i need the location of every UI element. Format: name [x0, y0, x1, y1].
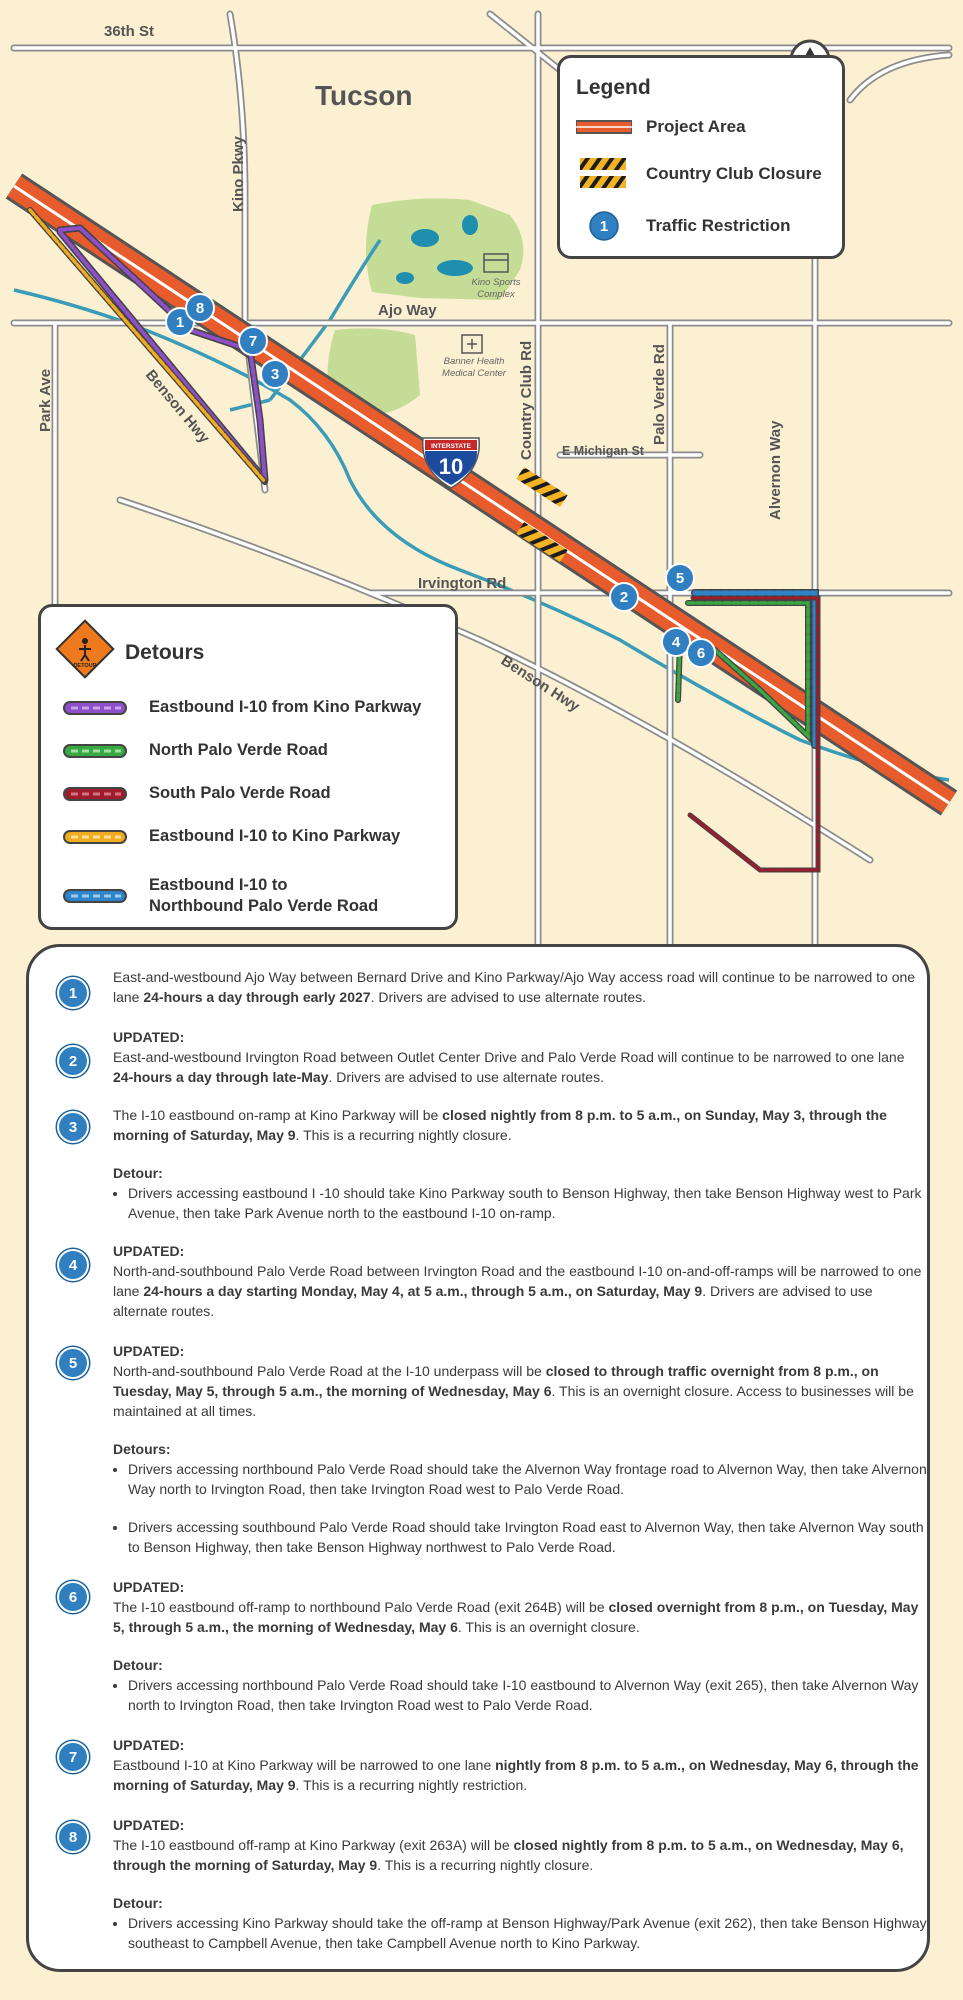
detour-item-purple [63, 697, 421, 718]
detours-legend [38, 604, 458, 930]
poi-banner-2: Medical Center [442, 368, 506, 379]
legend-item-project-area [576, 117, 746, 137]
detour-item-blue [63, 875, 378, 917]
street-ajo-way: Ajo Way [378, 302, 437, 319]
restriction-badge: 4 [57, 1249, 89, 1281]
restriction-5: UPDATED: North-and-southbound Palo Verde Road at the I-10 underpass will be closed to through traffic overnight from 8 p.m., on Tuesday, May 5, through 5 a.m., the morning of Wednesday, May 6. This is an overnight closure. Access to businesses will be maintained at all times. Detours: • Drivers accessing northbound Palo Verde Road should take the Alvernon Way frontage road to Alvernon Way, then take Alvernon Way north to Irvington Road, then take Irvington Road west to Palo Verde Road. • Drivers accessing southbound Palo Verde Road should take Irvington Road east to Alvernon Way, then take Alvernon Way south to Benson Highway, then take Benson Highway northwest to Palo Verde Road. [113, 1341, 928, 1557]
restriction-badge-icon [576, 210, 632, 242]
svg-text:3: 3 [270, 366, 280, 383]
interstate-number: 10 [438, 454, 464, 479]
project-area-swatch [576, 119, 632, 135]
detour-label: Eastbound I-10 to Kino Parkway [149, 827, 401, 845]
detour-item-green [63, 740, 328, 761]
restrictions-panel [26, 944, 930, 1972]
legend-item-restriction [576, 210, 791, 242]
legend-label: Traffic Restriction [646, 216, 791, 235]
restriction-badge: 8 [57, 1821, 89, 1853]
restriction-3: The I-10 eastbound on-ramp at Kino Parkway will be closed nightly from 8 p.m. to 5 a.m., on Sunday, May 3, through the morning of Saturday, May 9. This is a recurring nightly closure. Detour: • Drivers accessing eastbound I -10 should take Kino Parkway south to Benson Highway, then take Benson Highway west to Park Avenue, then take Park Avenue north to the eastbound I-10 on-ramp. [113, 1105, 928, 1223]
detours-title: Detours [125, 641, 205, 664]
restriction-7: UPDATED: Eastbound I-10 at Kino Parkway will be narrowed to one lane nightly from 8 p.m. to 5 a.m., on Wednesday, May 6, through the morning of Saturday, May 9. This is a recurring nightly restriction. [113, 1737, 919, 1793]
interstate-label: INTERSTATE [431, 443, 471, 450]
svg-text:8: 8 [195, 300, 205, 317]
map-badge-4 [662, 628, 690, 656]
restriction-2: UPDATED: East-and-westbound Irvington Road between Outlet Center Drive and Palo Verde Road will continue to be narrowed to one lane 24-hours a day through late-May. Drivers are advised to use alternate routes. [113, 1029, 905, 1085]
street-palo-verde: Palo Verde Rd [651, 344, 668, 445]
legend-label: Project Area [646, 117, 746, 136]
svg-text:7: 7 [248, 333, 258, 350]
poi-banner-1: Banner Health [443, 356, 505, 367]
poi-kino-sports-1: Kino Sports [471, 277, 521, 288]
detour-swatch-orange [63, 830, 127, 844]
detour-label: Eastbound I-10 to Northbound Palo Verde Road [149, 876, 379, 915]
detour-swatch-blue [63, 889, 127, 903]
restriction-badge: 7 [57, 1741, 89, 1773]
closure-hatch-icon [576, 154, 632, 194]
restriction-badge: 3 [57, 1111, 89, 1143]
street-irvington: Irvington Rd [418, 575, 507, 592]
legend-item-closure [576, 154, 822, 194]
detour-item-orange [63, 826, 400, 847]
svg-text:5: 5 [675, 570, 685, 587]
detour-sign-icon [55, 619, 115, 679]
detour-label: Eastbound I-10 from Kino Parkway [149, 698, 422, 716]
svg-text:6: 6 [696, 645, 706, 662]
legend-label: Country Club Closure [646, 164, 822, 183]
street-benson-hwy-1: Benson Hwy [141, 366, 213, 447]
restriction-8: UPDATED: The I-10 eastbound off-ramp at Kino Parkway (exit 263A) will be closed nightly from 8 p.m. to 5 a.m., on Wednesday, May 6, through the morning of Saturday, May 9. This is a recurring nightly closure. Detour: • Drivers accessing Kino Parkway should take the off-ramp at Benson Highway/Park Avenue (exit 262), then take Benson Highway southeast to Campbell Avenue, then take Campbell Avenue north to Kino Parkway. [113, 1815, 928, 1953]
street-country-club: Country Club Rd [518, 340, 535, 460]
restriction-badge: 5 [57, 1347, 89, 1379]
map-badge-3 [261, 360, 289, 388]
svg-text:4: 4 [671, 634, 681, 651]
map-badge-6 [687, 639, 715, 667]
restriction-1: East-and-westbound Ajo Way between Bernard Drive and Kino Parkway/Ajo Way access road will continue to be narrowed to one lane 24-hours a day through early 2027. Drivers are advised to use alternate routes. [113, 969, 916, 1005]
svg-text:1: 1 [175, 314, 185, 331]
svg-text:DETOUR: DETOUR [73, 663, 97, 669]
legend-title: Legend [576, 76, 651, 99]
detour-swatch-green [63, 744, 127, 758]
svg-text:1: 1 [599, 218, 609, 235]
detour-label: South Palo Verde Road [149, 784, 331, 802]
street-36th: 36th St [104, 23, 155, 40]
map-badge-8 [186, 294, 214, 322]
map-legend [557, 55, 845, 259]
street-e-michigan: E Michigan St [562, 444, 644, 458]
restriction-badge: 6 [57, 1581, 89, 1613]
restriction-badge: 2 [57, 1045, 89, 1077]
city-label: Tucson [315, 80, 413, 111]
street-alvernon: Alvernon Way [767, 420, 784, 520]
street-benson-hwy-2: Benson Hwy [497, 652, 583, 716]
svg-text:2: 2 [619, 589, 629, 606]
detour-swatch-purple [63, 701, 127, 715]
detour-label: North Palo Verde Road [149, 741, 328, 759]
restriction-6: UPDATED: The I-10 eastbound off-ramp to northbound Palo Verde Road (exit 264B) will be closed overnight from 8 p.m., on Tuesday, May 5, through 5 a.m., the morning of Wednesday, May 6. This is an overnight closure. Detour: • Drivers accessing northbound Palo Verde Road should take I-10 eastbound to Alvernon Way (exit 265), then take Alvernon Way north to Irvington Road, then take Irvington Road west to Palo Verde Road. [113, 1577, 928, 1715]
street-kino-pkwy: Kino Pkwy [230, 136, 247, 212]
restriction-4: UPDATED: North-and-southbound Palo Verde Road between Irvington Road and the eastbound I-10 on-and-off-ramps will be narrowed to one lane 24-hours a day starting Monday, May 4, at 5 a.m., through 5 a.m., on Saturday, May 9. Drivers are advised to use alternate routes. [113, 1243, 922, 1319]
map-badge-5 [666, 564, 694, 592]
map-badge-2 [610, 583, 638, 611]
detour-swatch-red [63, 787, 127, 801]
map-badge-7 [239, 327, 267, 355]
restriction-badge: 1 [57, 977, 89, 1009]
detour-item-red [63, 783, 331, 804]
street-park-ave: Park Ave [37, 368, 54, 432]
poi-kino-sports-2: Complex [477, 289, 515, 300]
